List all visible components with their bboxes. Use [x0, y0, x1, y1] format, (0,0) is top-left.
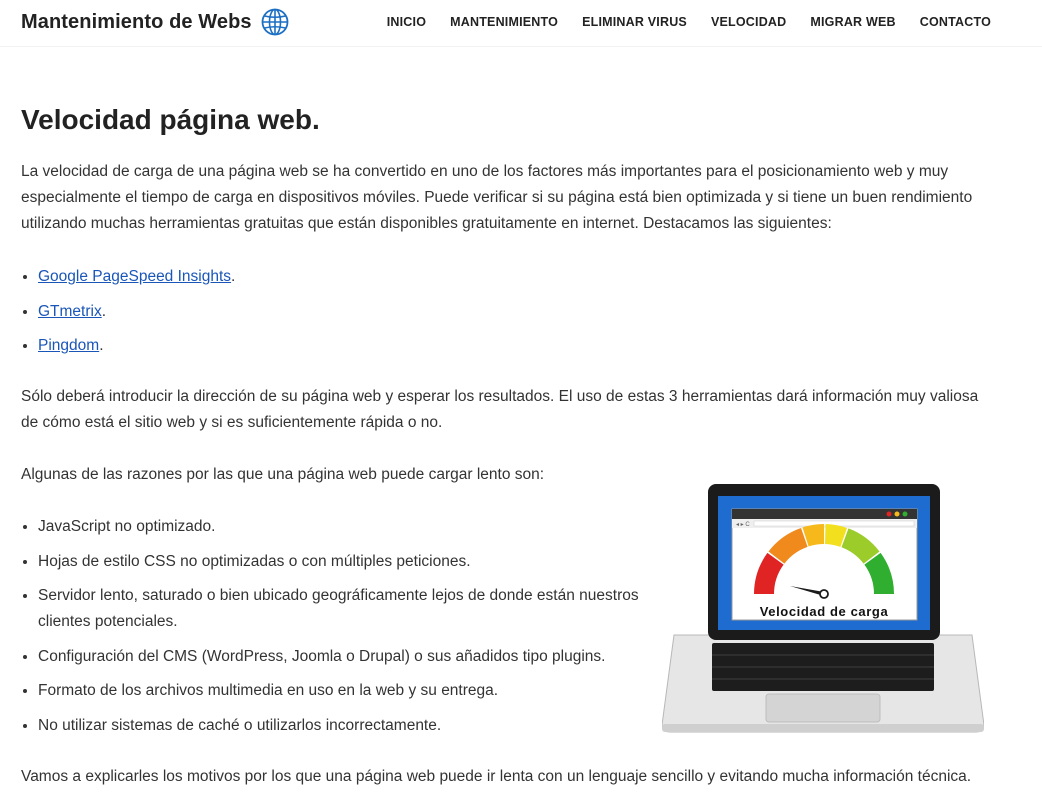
list-item: • Configuración del CMS (WordPress, Joomla o Drupal) o sus añadidos tipo plugins.: [38, 644, 663, 670]
list-item: • Formato de los archivos multimedia en uso en la web y su entrega.: [38, 678, 663, 704]
list-item: • Hojas de estilo CSS no optimizadas o con múltiples peticiones.: [38, 549, 663, 575]
site-title[interactable]: Mantenimiento de Webs: [21, 10, 252, 33]
pagespeed-link[interactable]: Google PageSpeed Insights: [38, 268, 232, 285]
nav-item-velocidad[interactable]: VELOCIDAD: [710, 15, 787, 29]
list-item: • Pingdom.: [38, 333, 235, 359]
brand[interactable]: [21, 8, 289, 36]
intro-paragraph: La velocidad de carga de una página web se ha convertido en uno de los factores más importantes para el posicionamiento web y muy especialmente el tiempo de carga en dispositivos móviles. Puede verificar si su página está bien optimizada y si tiene un buen rendimiento utilizando muchas herramientas gratuitas que están disponibles gratuitamente en internet. Destacamos las siguientes:: [21, 163, 973, 232]
page-heading-wrap: [21, 96, 996, 144]
laptop-speed-illustration: [662, 480, 984, 736]
site-header: [0, 0, 1042, 47]
svg-text:◂ ▸ C: ◂ ▸ C: [736, 522, 750, 528]
list-item: • Servidor lento, saturado o bien ubicado geográficamente lejos de donde están nuestros clientes potenciales.: [38, 583, 663, 635]
gtmetrix-link[interactable]: GTmetrix: [38, 302, 102, 320]
pingdom-link[interactable]: Pingdom: [38, 337, 100, 354]
nav-item-migrar-web[interactable]: MIGRAR WEB: [810, 15, 896, 29]
nav-item-eliminar-virus[interactable]: ELIMINAR VIRUS: [582, 15, 687, 29]
globe-icon: [261, 8, 289, 36]
nav-item-contacto[interactable]: CONTACTO: [919, 15, 991, 29]
nav-item-inicio[interactable]: INICIO: [386, 15, 427, 29]
explain-paragraph: Vamos a explicarles los motivos por los que una página web puede ir lenta con un lenguaje sencillo y evitando mucha información técnica.: [21, 768, 972, 785]
page-title: Velocidad página web.: [21, 104, 320, 135]
tools-paragraph: Sólo deberá introducir la dirección de su página web y esperar los resultados. El uso de estas 3 herramientas dará información muy valiosa de cómo está el sitio web y si es suficientemente rápida o no.: [21, 388, 979, 431]
reasons-list: [21, 514, 663, 747]
tools-list: [21, 264, 235, 368]
gauge-label: Velocidad de carga: [759, 604, 889, 619]
nav-item-mantenimiento[interactable]: MANTENIMIENTO: [450, 15, 559, 29]
list-item: • GTmetrix.: [38, 299, 235, 325]
reasons-intro: Algunas de las razones por las que una página web puede cargar lento son:: [21, 466, 545, 483]
list-item: • No utilizar sistemas de caché o utilizarlos incorrectamente.: [38, 713, 663, 739]
list-item: • JavaScript no optimizado.: [38, 514, 663, 540]
main-nav: [363, 15, 991, 29]
list-item: • Google PageSpeed Insights.: [38, 264, 235, 290]
